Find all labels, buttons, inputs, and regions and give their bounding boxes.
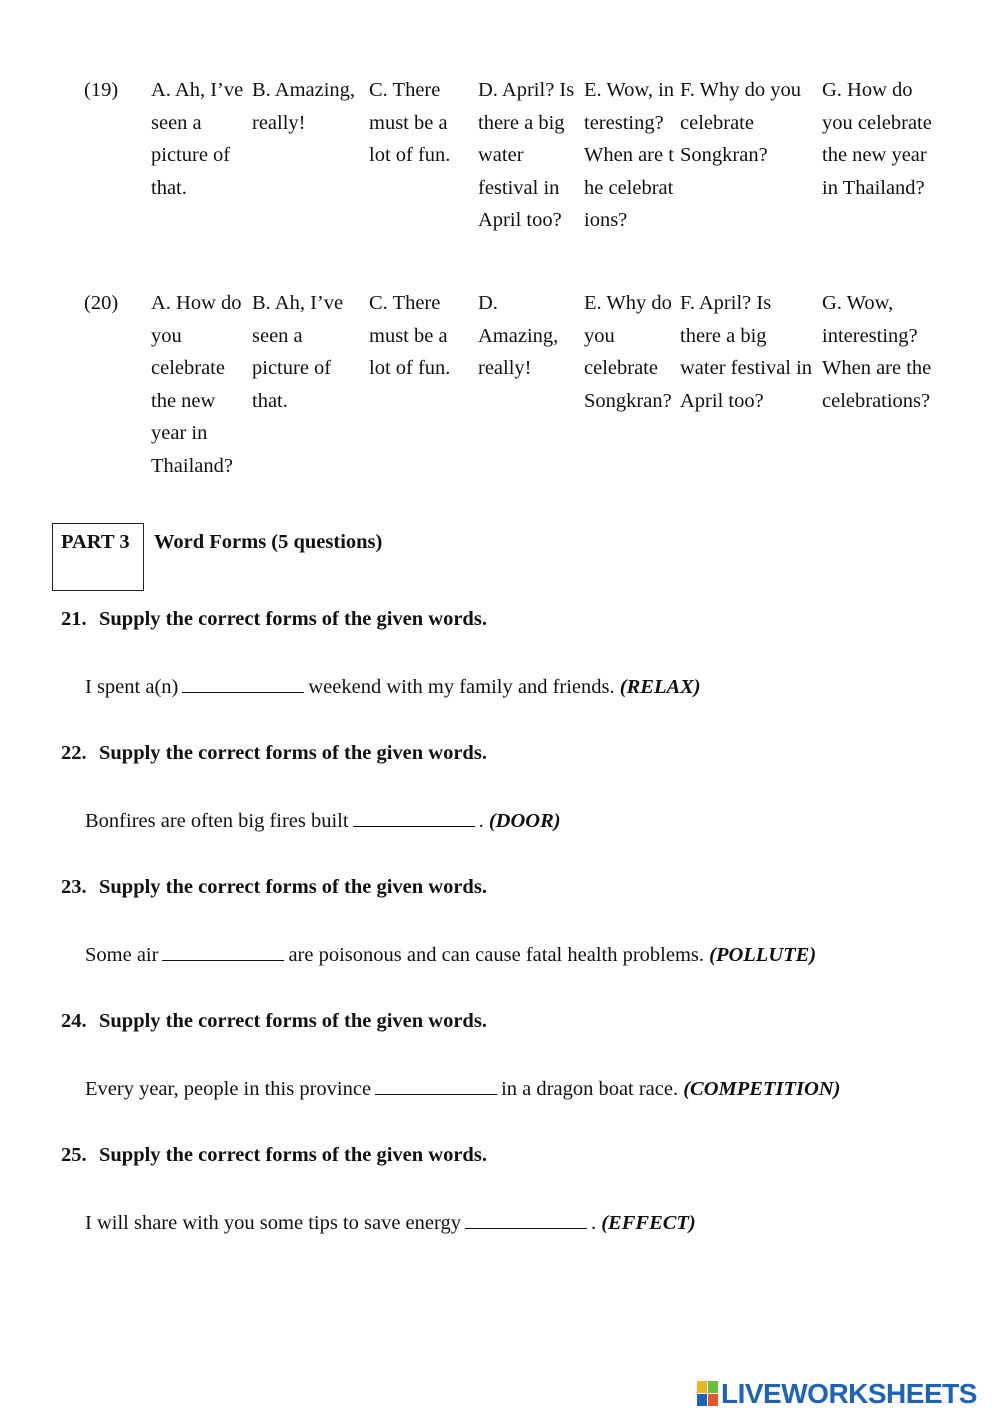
question-number: (20) (84, 292, 119, 314)
option-b[interactable]: B. Amazing, really! (252, 79, 356, 134)
item-21-sentence (85, 674, 701, 699)
word-hint: (DOOR) (488, 810, 561, 832)
answer-blank[interactable] (375, 1076, 497, 1095)
instruction-text: Supply the correct forms of the given words. (99, 1010, 487, 1032)
option-b[interactable]: B. Ah, I’ve seen a picture of that. (252, 292, 344, 412)
item-21-instruction (61, 608, 487, 631)
item-24-sentence (85, 1076, 840, 1101)
item-23-instruction (61, 876, 487, 899)
option-e[interactable]: E. Wow, interesting? When are the celebrations? (584, 79, 675, 231)
option-a[interactable]: A. How do you celebrate the new year in Thailand? (151, 292, 242, 477)
instruction-text: Supply the correct forms of the given words. (99, 1144, 487, 1166)
answer-blank[interactable] (182, 674, 304, 693)
word-hint: (POLLUTE) (709, 944, 817, 966)
liveworksheets-logo[interactable] (697, 1376, 977, 1412)
option-f[interactable]: F. April? Is there a big water festival in April too? (680, 292, 813, 412)
item-number: 25. (61, 1144, 87, 1166)
word-hint: (EFFECT) (601, 1212, 696, 1234)
option-c[interactable]: C. There must be a lot of fun. (369, 292, 451, 379)
item-number: 24. (61, 1010, 87, 1032)
word-hint: (COMPETITION) (683, 1078, 841, 1100)
option-c[interactable]: C. There must be a lot of fun. (369, 79, 451, 166)
item-24-instruction (61, 1010, 487, 1033)
item-23-sentence (85, 942, 816, 967)
question-number: (19) (84, 79, 119, 101)
option-d[interactable]: D. April? Is there a big water festival in April too? (478, 79, 575, 231)
instruction-text: Supply the correct forms of the given words. (99, 608, 487, 630)
item-number: 21. (61, 608, 87, 630)
sentence-after: . (590, 1212, 597, 1234)
answer-blank[interactable] (353, 808, 475, 827)
item-22-instruction (61, 742, 487, 765)
answer-blank[interactable] (162, 942, 284, 961)
item-number: 22. (61, 742, 87, 764)
item-25-sentence (85, 1210, 696, 1235)
sentence-after: in a dragon boat race. (501, 1078, 679, 1100)
sentence-before: I will share with you some tips to save energy (85, 1212, 461, 1234)
instruction-text: Supply the correct forms of the given words. (99, 742, 487, 764)
option-f[interactable]: F. Why do you celebrate Songkran? (680, 79, 801, 166)
part-title: Word Forms (5 questions) (154, 531, 383, 553)
word-hint: (RELAX) (619, 676, 701, 698)
part-label: PART 3 (61, 531, 130, 553)
sentence-after: . (478, 810, 484, 832)
option-g[interactable]: G. Wow, interesting? When are the celebrations? (822, 292, 932, 412)
instruction-text: Supply the correct forms of the given words. (99, 876, 487, 898)
sentence-before: Every year, people in this province (85, 1078, 372, 1100)
sentence-after: are poisonous and can cause fatal health problems. (288, 944, 704, 966)
logo-text: LIVEWORKSHEETS (721, 1378, 977, 1409)
option-a[interactable]: A. Ah, I’ve seen a picture of that. (151, 79, 244, 199)
item-number: 23. (61, 876, 87, 898)
answer-blank[interactable] (465, 1210, 587, 1229)
option-d[interactable]: D. Amazing, really! (478, 292, 559, 379)
sentence-before: I spent a(n) (85, 676, 179, 698)
item-25-instruction (61, 1144, 487, 1167)
sentence-before: Some air (85, 944, 159, 966)
option-g[interactable]: G. How do you celebrate the new year in Thailand? (822, 79, 932, 199)
sentence-before: Bonfires are often big fires built (85, 810, 349, 832)
liveworksheets-logo-icon (697, 1381, 719, 1407)
item-22-sentence (85, 808, 561, 833)
option-e[interactable]: E. Why do you celebrate Songkran? (584, 292, 672, 412)
sentence-after: weekend with my family and friends. (308, 676, 615, 698)
